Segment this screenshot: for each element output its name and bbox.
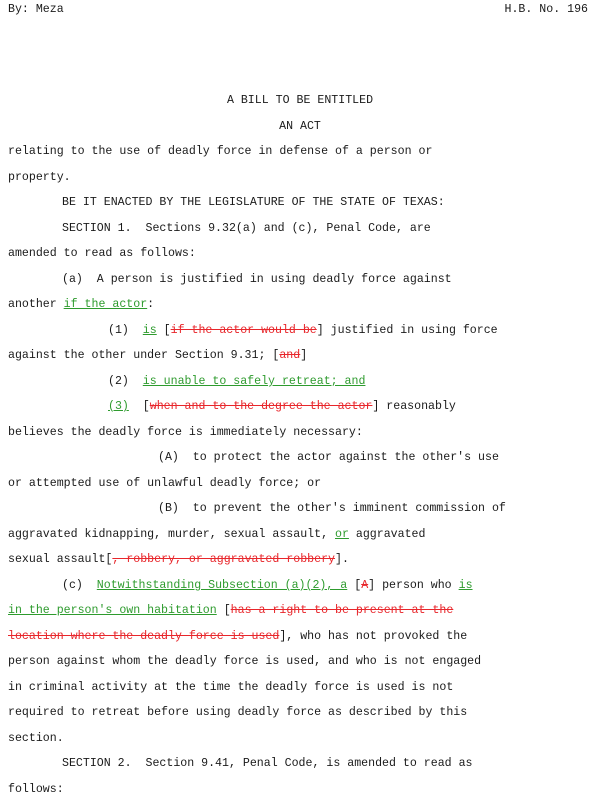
bill-line [8,247,196,261]
bill-line [8,426,363,440]
bill-line [62,222,431,236]
deleted-text: A [361,579,369,592]
line-text: another [8,298,64,311]
line-text: SECTION 1. Sections 9.32(a) and (c), Penal Code, are [62,222,431,235]
inserted-text: is [142,324,157,337]
bill-line [108,324,498,338]
bill-line [8,604,453,618]
deleted-text: , robbery, or aggravated robbery [112,553,336,566]
bill-author: By: Meza [8,3,64,16]
line-text: (A) to protect the actor against the other's use [158,451,499,464]
line-text: believes the deadly force is immediately necessary: [8,426,363,439]
deleted-text: location where the deadly force is used [8,630,280,643]
line-text: follows: [8,783,64,796]
bill-line [8,706,467,720]
inserted-text: is unable to safely retreat; and [142,375,366,388]
bill-line [108,375,365,389]
bill-line [8,171,71,185]
inserted-text: is [458,579,473,592]
line-text: aggravated kidnapping, murder, sexual assault, [8,528,335,541]
bill-line [8,732,64,746]
bill-line [108,400,456,414]
bill-line [62,196,445,210]
line-text: (1) [108,324,143,337]
bill-line [8,298,154,312]
inserted-text: if the actor [63,298,148,311]
line-text: ] person who [368,579,459,592]
line-text: aggravated [348,528,426,541]
bill-title: A BILL TO BE ENTITLED [226,94,374,107]
line-text: property. [8,171,71,184]
line-text: [ [128,400,150,413]
line-text: [ [156,324,171,337]
line-text: (c) [62,579,97,592]
line-text: relating to the use of deadly force in defense of a person or [8,145,433,158]
bill-line [8,630,467,644]
line-text: [ [216,604,231,617]
bill-line [158,502,506,516]
line-text: ] [300,349,308,362]
bill-line [8,528,425,542]
line-text: amended to read as follows: [8,247,196,260]
deleted-text: and [279,349,301,362]
bill-number: H.B. No. 196 [504,3,588,16]
line-text: ], who has not provoked the [279,630,468,643]
deleted-text: has a right to be present at the [230,604,454,617]
act-title: AN ACT [279,120,321,133]
line-text: required to retreat before using deadly force as described by this [8,706,468,719]
inserted-text: or [335,528,349,541]
line-text: (a) A person is justified in using deadly force against [62,273,452,286]
bill-line [8,145,432,159]
bill-line [158,451,499,465]
line-text: person against whom the deadly force is used, and who is not engaged [8,655,482,668]
deleted-text: if the actor would be [170,324,317,337]
inserted-text: in the person's own habitation [8,604,217,617]
bill-line [8,655,481,669]
line-text: (B) to prevent the other's imminent commission of [158,502,506,515]
line-text: ] justified in using force [316,324,498,337]
line-text: ] reasonably [372,400,456,413]
line-text: in criminal activity at the time the deadly force is used is not [8,681,454,694]
deleted-text: when and to the degree the actor [149,400,373,413]
line-text: [ [347,579,362,592]
bill-line [8,553,349,567]
bill-line [8,349,307,363]
line-text: sexual assault[ [8,553,113,566]
bill-line [8,681,453,695]
bill-line [62,579,473,593]
bill-line [62,273,452,287]
line-text: ]. [335,553,349,566]
line-text: : [147,298,155,311]
line-text: BE IT ENACTED BY THE LEGISLATURE OF THE STATE OF TEXAS: [62,196,445,209]
line-text: against the other under Section 9.31; [ [8,349,280,362]
bill-line [62,757,473,771]
line-text: SECTION 2. Section 9.41, Penal Code, is amended to read as [62,757,473,770]
inserted-text: Notwithstanding Subsection (a)(2), a [96,579,348,592]
line-text: (2) [108,375,143,388]
line-text: section. [8,732,64,745]
line-text: or attempted use of unlawful deadly force; or [8,477,322,490]
inserted-text: (3) [108,400,129,413]
bill-line [8,477,321,491]
